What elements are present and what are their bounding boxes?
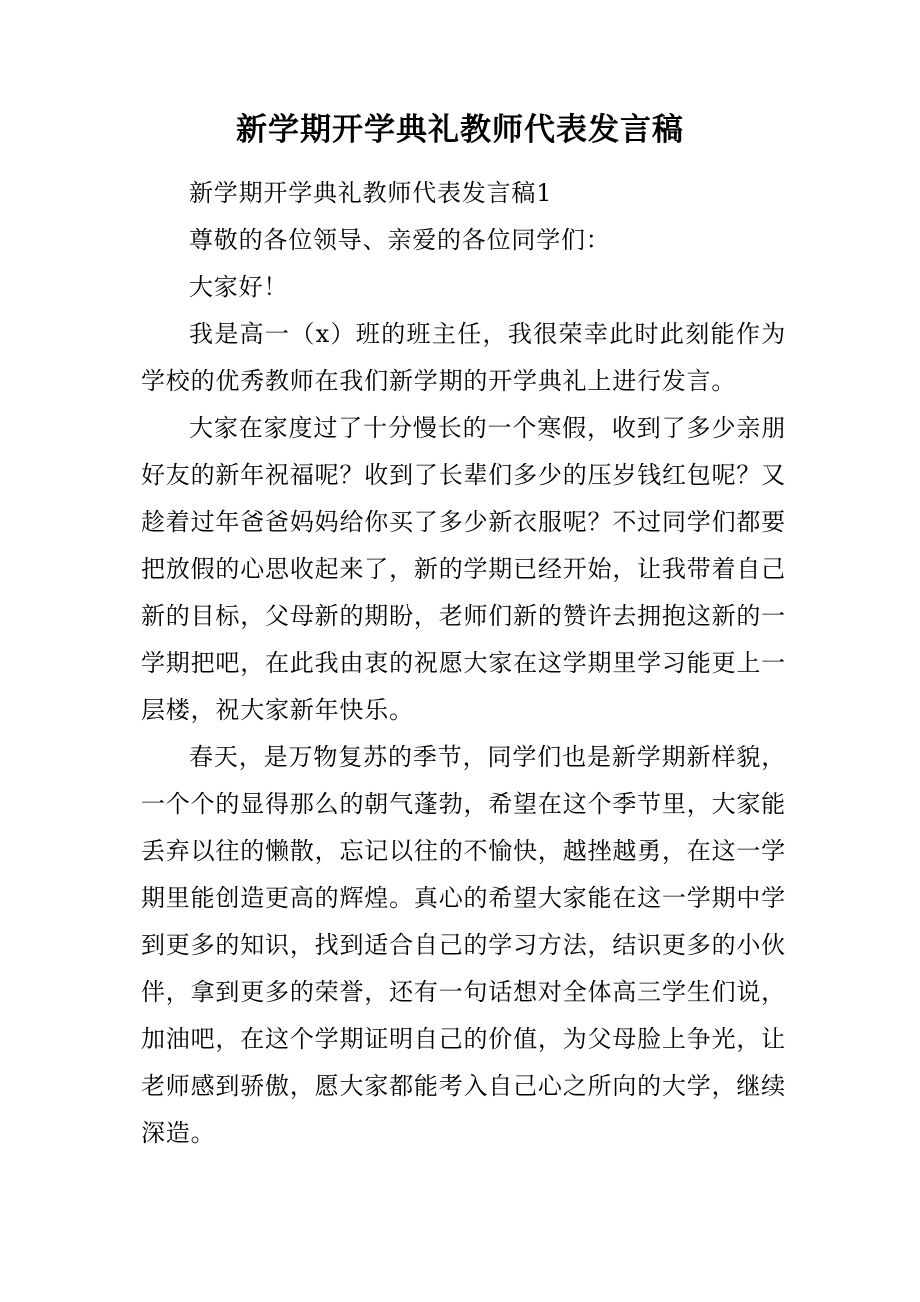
document-title: 新学期开学典礼教师代表发言稿: [236, 112, 684, 148]
section-heading: 新学期开学典礼教师代表发言稿1: [189, 179, 553, 207]
paragraph-winter-break: 大家在家度过了十分慢长的一个寒假，收到了多少亲朋好友的新年祝福呢？收到了长辈们多少的压岁钱红包呢？又趁着过年爸爸妈妈给你买了多少新衣服呢？不过同学们都要把放假的心思收起来了，新的学期已经开始，让我带着自己新的目标，父母新的期盼，老师们新的赞许去拥抱这新的一学期把吧，在此我由衷的祝愿大家在这学期里学习能更上一层楼，祝大家新年快乐。: [141, 414, 786, 724]
paragraph-introduction: 我是高一（x）班的班主任，我很荣幸此时此刻能作为学校的优秀教师在我们新学期的开学典礼上进行发言。: [141, 320, 786, 395]
document-body: [141, 170, 786, 1157]
salutation: 尊敬的各位领导、亲爱的各位同学们：: [189, 226, 611, 254]
paragraph-spring-wishes: 春天，是万物复苏的季节，同学们也是新学期新样貌，一个个的显得那么的朝气蓬勃，希望在这个季节里，大家能丢弃以往的懒散，忘记以往的不愉快，越挫越勇，在这一学期里能创造更高的辉煌。真心的希望大家能在这一学期中学到更多的知识，找到适合自己的学习方法，结识更多的小伙伴，拿到更多的荣誉，还有一句话想对全体高三学生们说，加油吧，在这个学期证明自己的价值，为父母脸上争光，让老师感到骄傲，愿大家都能考入自己心之所向的大学，继续深造。: [141, 743, 786, 1147]
greeting: 大家好！: [189, 273, 289, 301]
